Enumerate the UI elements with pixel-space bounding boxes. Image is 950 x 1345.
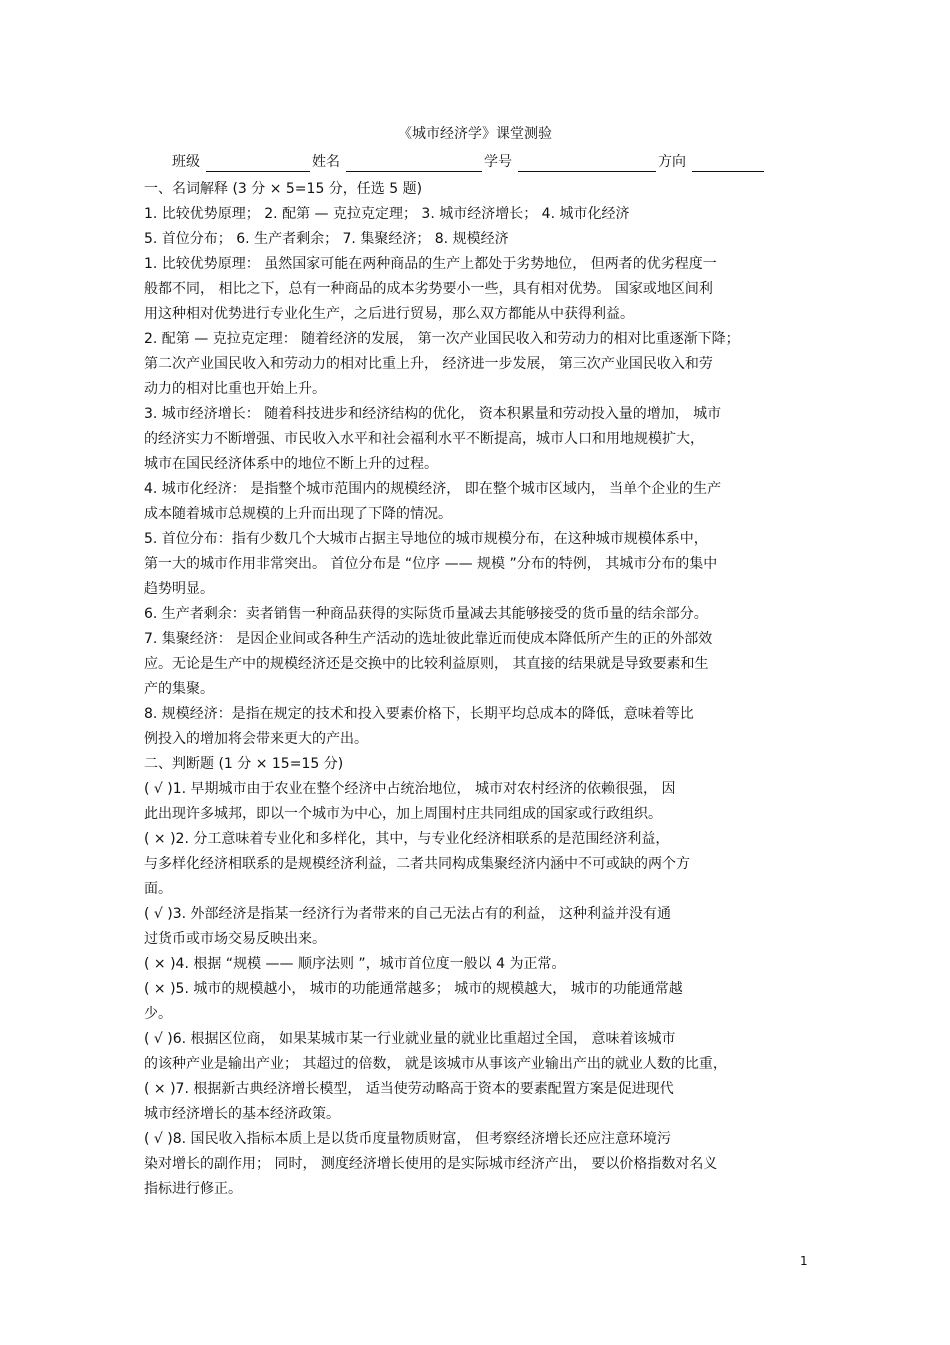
judgement-line: ( √ )8. 国民收入指标本质上是以货币度量物质财富， 但考察经济增长还应注意环境污 — [144, 1131, 672, 1147]
answer-line: 产的集聚。 — [144, 681, 214, 697]
answer-line: 5. 首位分布：指有少数几个大城市占据主导地位的城市规模分布，在这种城市规模体系中， — [144, 531, 708, 547]
judgement-line: 与多样化经济相联系的是规模经济利益，二者共同构成集聚经济内涵中不可或缺的两个方 — [144, 856, 690, 872]
answer-line: 应。无论是生产中的规模经济还是交换中的比较利益原则， 其直接的结果就是导致要素和生 — [144, 656, 709, 672]
page-title: 《城市经济学》课堂测验 — [398, 126, 552, 142]
judgement-line: 染对增长的副作用； 同时， 测度经济增长使用的是实际城市经济产出， 要以价格指数对名义 — [144, 1156, 718, 1172]
answer-line: 8. 规模经济：是指在规定的技术和投入要素价格下，长期平均总成本的降低，意味着等比 — [144, 706, 694, 722]
judgement-line: ( × )4. 根据 “规模 —— 顺序法则 ”，城市首位度一般以 4 为正常。 — [144, 956, 566, 972]
page-number: 1 — [800, 1254, 808, 1268]
student-id-blank — [518, 155, 656, 172]
answer-line: 般都不同， 相比之下，总有一种商品的成本劣势要小一些，具有相对优势。 国家或地区间利 — [144, 281, 713, 297]
answer-line: 成本随着城市总规模的上升而出现了下降的情况。 — [144, 506, 452, 522]
answer-line: 城市在国民经济体系中的地位不断上升的过程。 — [144, 456, 438, 472]
judgement-line: 此出现许多城邦，即以一个城市为中心，加上周围村庄共同组成的国家或行政组织。 — [144, 806, 662, 822]
student-info-row — [172, 152, 766, 172]
name-label: 姓名 — [312, 154, 340, 170]
judgement-line: 的该种产业是输出产业； 其超过的倍数， 就是该城市从事该产业输出产出的就业人数的比重， — [144, 1056, 727, 1072]
judgement-line: 少。 — [144, 1006, 172, 1022]
answer-line: 趋势明显。 — [144, 581, 214, 597]
judgement-line: ( × )7. 根据新古典经济增长模型， 适当使劳动略高于资本的要素配置方案是促进现代 — [144, 1081, 674, 1097]
terms-list-line: 1. 比较优势原理； 2. 配第 — 克拉克定理； 3. 城市经济增长； 4. 城市化经济 — [144, 206, 630, 222]
terms-list-line: 5. 首位分布； 6. 生产者剩余； 7. 集聚经济； 8. 规模经济 — [144, 231, 509, 247]
answer-line: 2. 配第 — 克拉克定理： 随着经济的发展， 第一次产业国民收入和劳动力的相对比重逐渐下降； — [144, 331, 740, 347]
section-heading-judgement: 二、判断题 (1 分 × 15=15 分) — [144, 756, 344, 772]
student-id-label: 学号 — [484, 154, 512, 170]
answer-line: 1. 比较优势原理： 虽然国家可能在两种商品的生产上都处于劣势地位， 但两者的优劣程度一 — [144, 256, 717, 272]
answer-line: 6. 生产者剩余：卖者销售一种商品获得的实际货币量减去其能够接受的货币量的结余部分。 — [144, 606, 708, 622]
answer-line: 用这种相对优势进行专业化生产，之后进行贸易，那么双方都能从中获得利益。 — [144, 306, 634, 322]
answer-line: 的经济实力不断增强、市民收入水平和社会福利水平不断提高，城市人口和用地规模扩大， — [144, 431, 704, 447]
answer-line: 7. 集聚经济： 是因企业间或各种生产活动的选址彼此靠近而使成本降低所产生的正的外部效 — [144, 631, 713, 647]
class-label: 班级 — [172, 154, 200, 170]
judgement-line: ( × )5. 城市的规模越小， 城市的功能通常越多； 城市的规模越大， 城市的功能通常越 — [144, 981, 683, 997]
answer-line: 4. 城市化经济： 是指整个城市范围内的规模经济， 即在整个城市区域内， 当单个企业的生产 — [144, 481, 722, 497]
answer-line: 第一大的城市作用非常突出。 首位分布是 “位序 —— 规模 ”分布的特例， 其城市分布的集中 — [144, 556, 718, 572]
class-blank — [206, 155, 310, 172]
document-body — [144, 177, 809, 1202]
judgement-line: ( √ )1. 早期城市由于农业在整个经济中占统治地位， 城市对农村经济的依赖很强， 因 — [144, 781, 676, 797]
direction-label: 方向 — [658, 154, 686, 170]
judgement-line: 过货币或市场交易反映出来。 — [144, 931, 326, 947]
answer-line: 3. 城市经济增长： 随着科技进步和经济结构的优化， 资本积累量和劳动投入量的增加， 城市 — [144, 406, 722, 422]
answer-line: 第二次产业国民收入和劳动力的相对比重上升， 经济进一步发展， 第三次产业国民收入和劳 — [144, 356, 713, 372]
judgement-line: ( √ )6. 根据区位商， 如果某城市某一行业就业量的就业比重超过全国， 意味着该城市 — [144, 1031, 676, 1047]
answer-line: 例投入的增加将会带来更大的产出。 — [144, 731, 368, 747]
judgement-line: ( × )2. 分工意味着专业化和多样化，其中，与专业化经济相联系的是范围经济利益， — [144, 831, 670, 847]
judgement-line: 城市经济增长的基本经济政策。 — [144, 1106, 340, 1122]
section-heading-terms: 一、名词解释 (3 分 × 5=15 分，任选 5 题) — [144, 181, 423, 197]
direction-blank — [692, 155, 764, 172]
judgement-line: 指标进行修正。 — [144, 1181, 242, 1197]
answer-line: 动力的相对比重也开始上升。 — [144, 381, 326, 397]
name-blank — [346, 155, 482, 172]
judgement-line: 面。 — [144, 881, 172, 897]
judgement-line: ( √ )3. 外部经济是指某一经济行为者带来的自己无法占有的利益， 这种利益并没有通 — [144, 906, 672, 922]
